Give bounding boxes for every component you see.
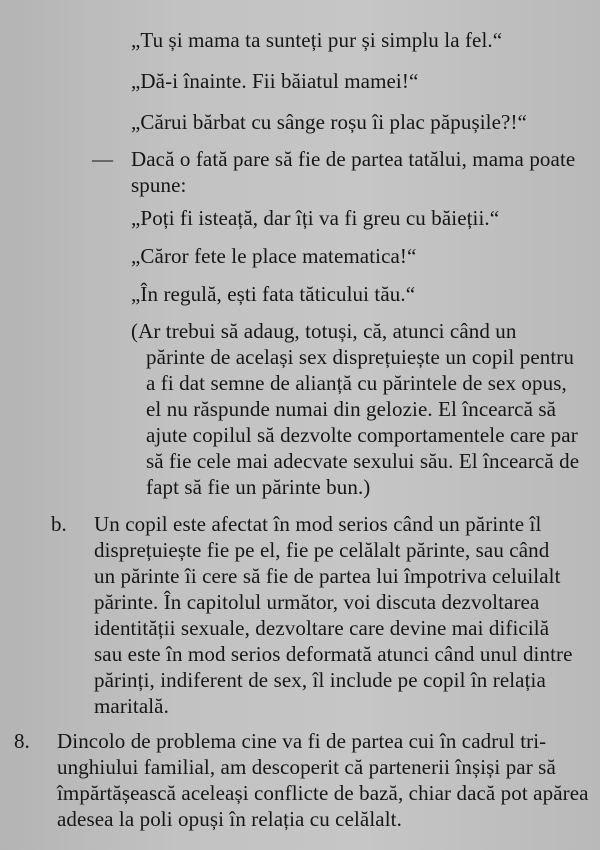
list-label: b. [51, 512, 67, 536]
paragraph-line: Dacă o fată pare să fie de partea tatălui, mama poate [131, 147, 576, 171]
quote-line: „Cărui bărbat cu sânge roșu îi plac păpușile?!“ [131, 110, 527, 134]
paragraph-line: fapt să fie un părinte bun.) [146, 475, 371, 499]
paragraph-line: ajute copilul să dezvolte comportamentele care par [146, 423, 578, 447]
paragraph-line: părinte de același sex disprețuiește un copil pentru [146, 345, 574, 369]
paragraph-line: el nu răspunde numai din gelozie. El încearcă să [146, 397, 557, 421]
paragraph-line: disprețuiește fie pe el, fie pe celălalt părinte, sau când [94, 538, 550, 562]
quote-line: „Tu și mama ta sunteți pur și simplu la fel.“ [131, 28, 503, 52]
quote-line: „Căror fete le place matematica!“ [131, 244, 417, 268]
paragraph-line: Dincolo de problema cine va fi de partea cui în cadrul tri- [57, 729, 547, 753]
list-dash: — [92, 147, 113, 171]
paragraph-line: împărtășească aceleași conflicte de bază, chiar dacă pot apărea [57, 781, 589, 805]
paragraph-line: sau este în mod serios deformată atunci când unul dintre [94, 642, 573, 666]
paragraph-line: spune: [131, 173, 187, 197]
quote-line: „Dă-i înainte. Fii băiatul mamei!“ [131, 69, 419, 93]
paragraph-line: un părinte îi cere să fie de partea lui împotriva celuilalt [94, 564, 561, 588]
paragraph-line: unghiului familial, am descoperit că partenerii înșiși par să [57, 755, 556, 779]
paragraph-line: identității sexuale, dezvoltare care devine mai dificilă [94, 616, 550, 640]
paragraph-line: Un copil este afectat în mod serios când un părinte îl [94, 512, 542, 536]
paragraph-line: (Ar trebui să adaug, totuși, că, atunci când un [131, 319, 517, 343]
paragraph-line: adesea la poli opuși în relația cu celălalt. [57, 807, 402, 831]
paragraph-line: a fi dat semne de alianță cu părintele de sex opus, [146, 371, 567, 395]
paragraph-line: părinte. În capitolul următor, voi discuta dezvoltarea [94, 590, 540, 614]
quote-line: „În regulă, ești fata tăticului tău.“ [131, 282, 416, 306]
paragraph-line: să fie cele mai adecvate sexului său. El încearcă de [146, 449, 580, 473]
list-label: 8. [14, 729, 30, 753]
paragraph-line: maritală. [94, 694, 169, 718]
quote-line: „Poți fi isteață, dar îți va fi greu cu băieții.“ [131, 206, 500, 230]
paragraph-line: părinți, indiferent de sex, îl include pe copil în relația [94, 668, 546, 692]
